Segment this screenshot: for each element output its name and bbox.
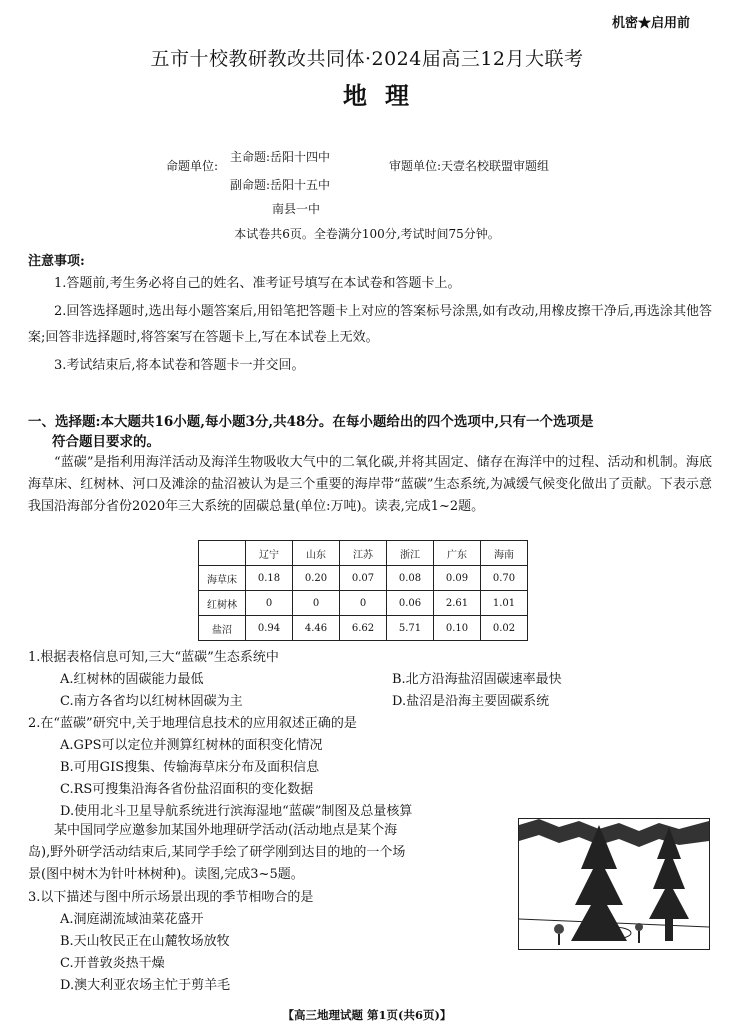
q3-option-a: A.洞庭湖流域油菜花盛开 xyxy=(60,912,204,927)
passage-blue-carbon: “蓝碳”是指利用海洋活动及海洋生物吸收大气中的二氧化碳,并将其固定、储存在海洋中的过程、活动和机制。海底海草床、红树林、河口及滩涂的盐沼被认为是三个重要的海岸带“蓝碳”生态系统,为减缓气候变化做出了贡献。下表示意我国沿海部分省份2020年三大系统的固碳总量(单位:万吨)。读表,完成1~2题。 xyxy=(28,455,712,514)
section-line-1: 一、选择题:本大题共16小题,每小题3分,共48分。在每小题给出的四个选项中,只有一个选项是 xyxy=(28,414,594,430)
table-cell: 0.02 xyxy=(481,616,528,641)
row-header: 红树林 xyxy=(199,591,246,616)
sub-proposer-2: 南县一中 xyxy=(272,202,321,216)
passage-line-3: 景(图中树木为针叶林树种)。读图,完成3~5题。 xyxy=(28,867,304,882)
table-cell: 1.01 xyxy=(481,591,528,616)
table-cell: 4.46 xyxy=(293,616,340,641)
table-cell: 5.71 xyxy=(387,616,434,641)
subject-title: 地理 xyxy=(343,81,427,110)
col-header: 浙江 xyxy=(387,541,434,566)
notice-item-2: 2.回答选择题时,选出每小题答案后,用铅笔把答题卡上对应的答案标号涂黑,如有改动,用橡皮擦干净后,再选涂其他答案;回答非选择题时,将答案写在答题卡上,写在本试卷上无效。 xyxy=(28,304,712,345)
q3-option-b: B.天山牧民正在山麓牧场放牧 xyxy=(60,934,230,949)
row-header: 盐沼 xyxy=(199,616,246,641)
passage-field-trip xyxy=(28,820,510,886)
table-cell: 2.61 xyxy=(434,591,481,616)
q2-option-c: C.RS可搜集沿海各省份盐沼面积的变化数据 xyxy=(60,782,314,797)
notice-heading: 注意事项: xyxy=(28,254,85,269)
field-scene-figure xyxy=(518,818,710,950)
scene-drawing xyxy=(519,819,709,949)
table-row xyxy=(199,591,528,616)
table-header-row xyxy=(199,541,528,566)
q1-option-d: D.盐沼是沿海主要固碳系统 xyxy=(392,694,550,709)
section-heading xyxy=(28,412,718,452)
table-row xyxy=(199,616,528,641)
col-header: 江苏 xyxy=(340,541,387,566)
sub-proposer: 副命题:岳阳十五中 xyxy=(230,178,331,192)
carbon-table xyxy=(198,540,528,641)
row-header: 海草床 xyxy=(199,566,246,591)
main-proposer: 主命题:岳阳十四中 xyxy=(230,150,331,164)
person-head-icon-2 xyxy=(635,923,643,931)
col-header: 辽宁 xyxy=(246,541,293,566)
question-3-stem: 3.以下描述与图中所示场景出现的季节相吻合的是 xyxy=(28,890,314,905)
confidential-label: 机密★启用前 xyxy=(612,16,691,31)
table-cell: 0.18 xyxy=(246,566,293,591)
q2-option-b: B.可用GIS搜集、传输海草床分布及面积信息 xyxy=(60,760,320,775)
table-cell: 0.06 xyxy=(387,591,434,616)
exam-summary: 本试卷共6页。全卷满分100分,考试时间75分钟。 xyxy=(234,227,500,241)
passage-line-1: 某中国同学应邀参加某国外地理研学活动(活动地点是某个海 xyxy=(54,823,398,838)
table-cell: 6.62 xyxy=(340,616,387,641)
question-1-stem: 1.根据表格信息可知,三大“蓝碳”生态系统中 xyxy=(28,650,279,665)
table-cell: 0 xyxy=(246,591,293,616)
table-cell: 0 xyxy=(340,591,387,616)
passage-line-2: 岛),野外研学活动结束后,某同学手绘了研学刚到达目的地的一个场 xyxy=(28,845,406,860)
table-cell: 0 xyxy=(293,591,340,616)
table-corner xyxy=(199,541,246,566)
col-header: 海南 xyxy=(481,541,528,566)
table-row xyxy=(199,566,528,591)
q3-option-c: C.开普敦炎热干燥 xyxy=(60,956,165,971)
q1-option-c: C.南方各省均以红树林固碳为主 xyxy=(60,694,243,709)
notice-item-3: 3.考试结束后,将本试卷和答题卡一并交回。 xyxy=(54,358,305,373)
q3-option-d: D.澳大利亚农场主忙于剪羊毛 xyxy=(60,978,231,993)
table-cell: 0.20 xyxy=(293,566,340,591)
exam-title: 五市十校教研教改共同体·2024届高三12月大联考 xyxy=(150,48,584,70)
col-header: 广东 xyxy=(434,541,481,566)
notice-item-1: 1.答题前,考生务必将自己的姓名、准考证号填写在本试卷和答题卡上。 xyxy=(54,276,461,291)
page-footer: 【高三地理试题 第1页(共6页)】 xyxy=(282,1008,452,1022)
table-cell: 0.10 xyxy=(434,616,481,641)
table-cell: 0.07 xyxy=(340,566,387,591)
q2-option-a: A.GPS可以定位并测算红树林的面积变化情况 xyxy=(60,738,323,753)
section-line-2: 符合题目要求的。 xyxy=(52,434,160,450)
proposer-label: 命题单位: xyxy=(166,159,219,173)
table-cell: 0.94 xyxy=(246,616,293,641)
question-2-stem: 2.在“蓝碳”研究中,关于地理信息技术的应用叙述正确的是 xyxy=(28,716,357,731)
table-cell: 0.09 xyxy=(434,566,481,591)
reviewer: 审题单位:天壹名校联盟审题组 xyxy=(389,159,550,173)
col-header: 山东 xyxy=(293,541,340,566)
person-head-icon xyxy=(554,924,564,934)
q1-option-b: B.北方沿海盐沼固碳速率最快 xyxy=(392,672,562,687)
tree-trunk xyxy=(665,919,673,941)
table-cell: 0.70 xyxy=(481,566,528,591)
q1-option-a: A.红树林的固碳能力最低 xyxy=(60,672,204,687)
table-cell: 0.08 xyxy=(387,566,434,591)
q2-option-d: D.使用北斗卫星导航系统进行滨海湿地“蓝碳”制图及总量核算 xyxy=(60,804,413,819)
